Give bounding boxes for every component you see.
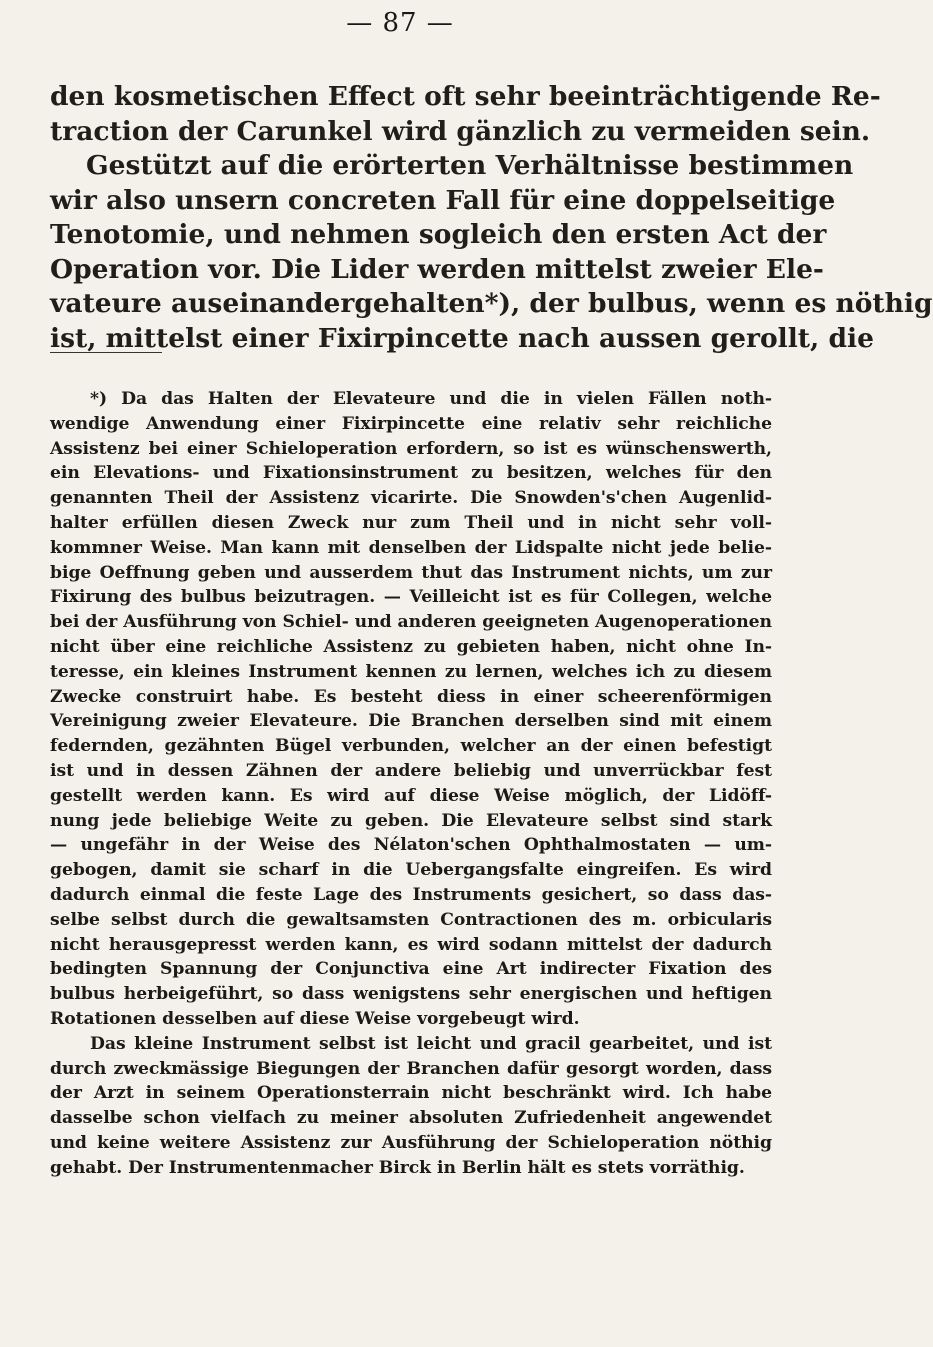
footnote-line: Zwecke construirt habe. Es besteht diess in einer scheerenförmigen (50, 686, 772, 707)
footnote-line: der Arzt in seinem Operationsterrain nicht beschränkt wird. Ich habe (50, 1083, 772, 1104)
footnote-line: Assistenz bei einer Schieloperation erfordern, so ist es wünschenswerth, (50, 438, 772, 459)
text-line: den kosmetischen Effect oft sehr beeinträchtigende Re- (50, 81, 881, 112)
footnote-line: bige Oeffnung geben und ausserdem thut das Instrument nichts, um zur (50, 562, 772, 583)
footnote-line: selbe selbst durch die gewaltsamsten Contractionen des m. orbicularis (50, 909, 772, 930)
text-line: wir also unsern concreten Fall für eine doppelseitige (50, 184, 836, 216)
footnote-line: nung jede beliebige Weite zu geben. Die Elevateure selbst sind stark (50, 810, 772, 831)
footnote (50, 387, 772, 1181)
footnote-line: wendige Anwendung einer Fixirpincette eine relativ sehr reichliche (50, 413, 772, 434)
footnote-line: dadurch einmal die feste Lage des Instruments gesichert, so dass das- (50, 884, 772, 905)
footnote-line: *) Da das Halten der Elevateure und die in vielen Fällen noth- (90, 389, 772, 409)
footnote-line: gehabt. Der Instrumentenmacher Birck in Berlin hält es stets vorräthig. (50, 1157, 745, 1178)
footnote-line: genannten Theil der Assistenz vicarirte. Die Snowden's'chen Augenlid- (50, 488, 772, 509)
footnote-line: halter erfüllen diesen Zweck nur zum Theil und in nicht sehr voll- (50, 512, 772, 533)
footnote-line: Vereinigung zweier Elevateure. Die Branchen derselben sind mit einem (50, 711, 772, 732)
footnote-line: bedingten Spannung der Conjunctiva eine Art indirecter Fixation des (50, 959, 772, 980)
footnote-line: nicht herausgepresst werden kann, es wird sodann mittelst der dadurch (50, 934, 772, 955)
text-line: Operation vor. Die Lider werden mittelst zweier Ele- (50, 253, 824, 285)
footnote-line: nicht über eine reichliche Assistenz zu gebieten haben, nicht ohne In- (50, 636, 772, 657)
footnote-line: Das kleine Instrument selbst ist leicht und gracil gearbeitet, und ist (90, 1033, 772, 1054)
text-line: ist, mittelst einer Fixirpincette nach aussen gerollt, die (50, 322, 874, 354)
footnote-line: ein Elevations- und Fixationsinstrument zu besitzen, welches für den (50, 463, 772, 484)
footnote-line: gebogen, damit sie scharf in die Uebergangsfalte eingreifen. Es wird (50, 860, 772, 881)
footnote-line: — ungefähr in der Weise des Nélaton'schen Ophthalmostaten — um- (50, 835, 772, 856)
footnote-line: gestellt werden kann. Es wird auf diese Weise möglich, der Lidöff- (50, 785, 772, 806)
footnote-line: bei der Ausführung von Schiel- und anderen geeigneten Augenoperationen (50, 612, 772, 633)
footnote-line: dasselbe schon vielfach zu meiner absoluten Zufriedenheit angewendet (50, 1108, 772, 1129)
footnote-line: ist und in dessen Zähnen der andere beliebig und unverrückbar fest (50, 760, 772, 781)
footnote-line: und keine weitere Assistenz zur Ausführung der Schieloperation nöthig (50, 1132, 772, 1153)
footnote-line: teresse, ein kleines Instrument kennen zu lernen, welches ich zu diesem (50, 661, 772, 682)
text-line: Gestützt auf die erörterten Verhältnisse bestimmen (86, 150, 854, 181)
text-line: vateure auseinandergehalten*), der bulbus, wenn es nöthig (50, 288, 933, 319)
page-number: — 87 — (346, 8, 454, 38)
footnote-line: kommner Weise. Man kann mit denselben der Lidspalte nicht jede belie- (50, 537, 772, 558)
footnote-line: Rotationen desselben auf diese Weise vorgebeugt wird. (50, 1008, 580, 1029)
footnote-divider (50, 352, 162, 353)
footnote-line: Fixirung des bulbus beizutragen. — Veilleicht ist es für Collegen, welche (50, 587, 772, 608)
footnote-line: durch zweckmässige Biegungen der Branchen dafür gesorgt worden, dass (50, 1058, 772, 1079)
text-line: traction der Carunkel wird gänzlich zu vermeiden sein. (50, 115, 871, 147)
text-line: Tenotomie, und nehmen sogleich den ersten Act der (50, 219, 827, 250)
main-text (50, 80, 933, 356)
footnote-line: federnden, gezähnten Bügel verbunden, welcher an der einen befestigt (50, 736, 772, 757)
footnote-line: bulbus herbeigeführt, so dass wenigstens sehr energischen und heftigen (50, 984, 772, 1005)
